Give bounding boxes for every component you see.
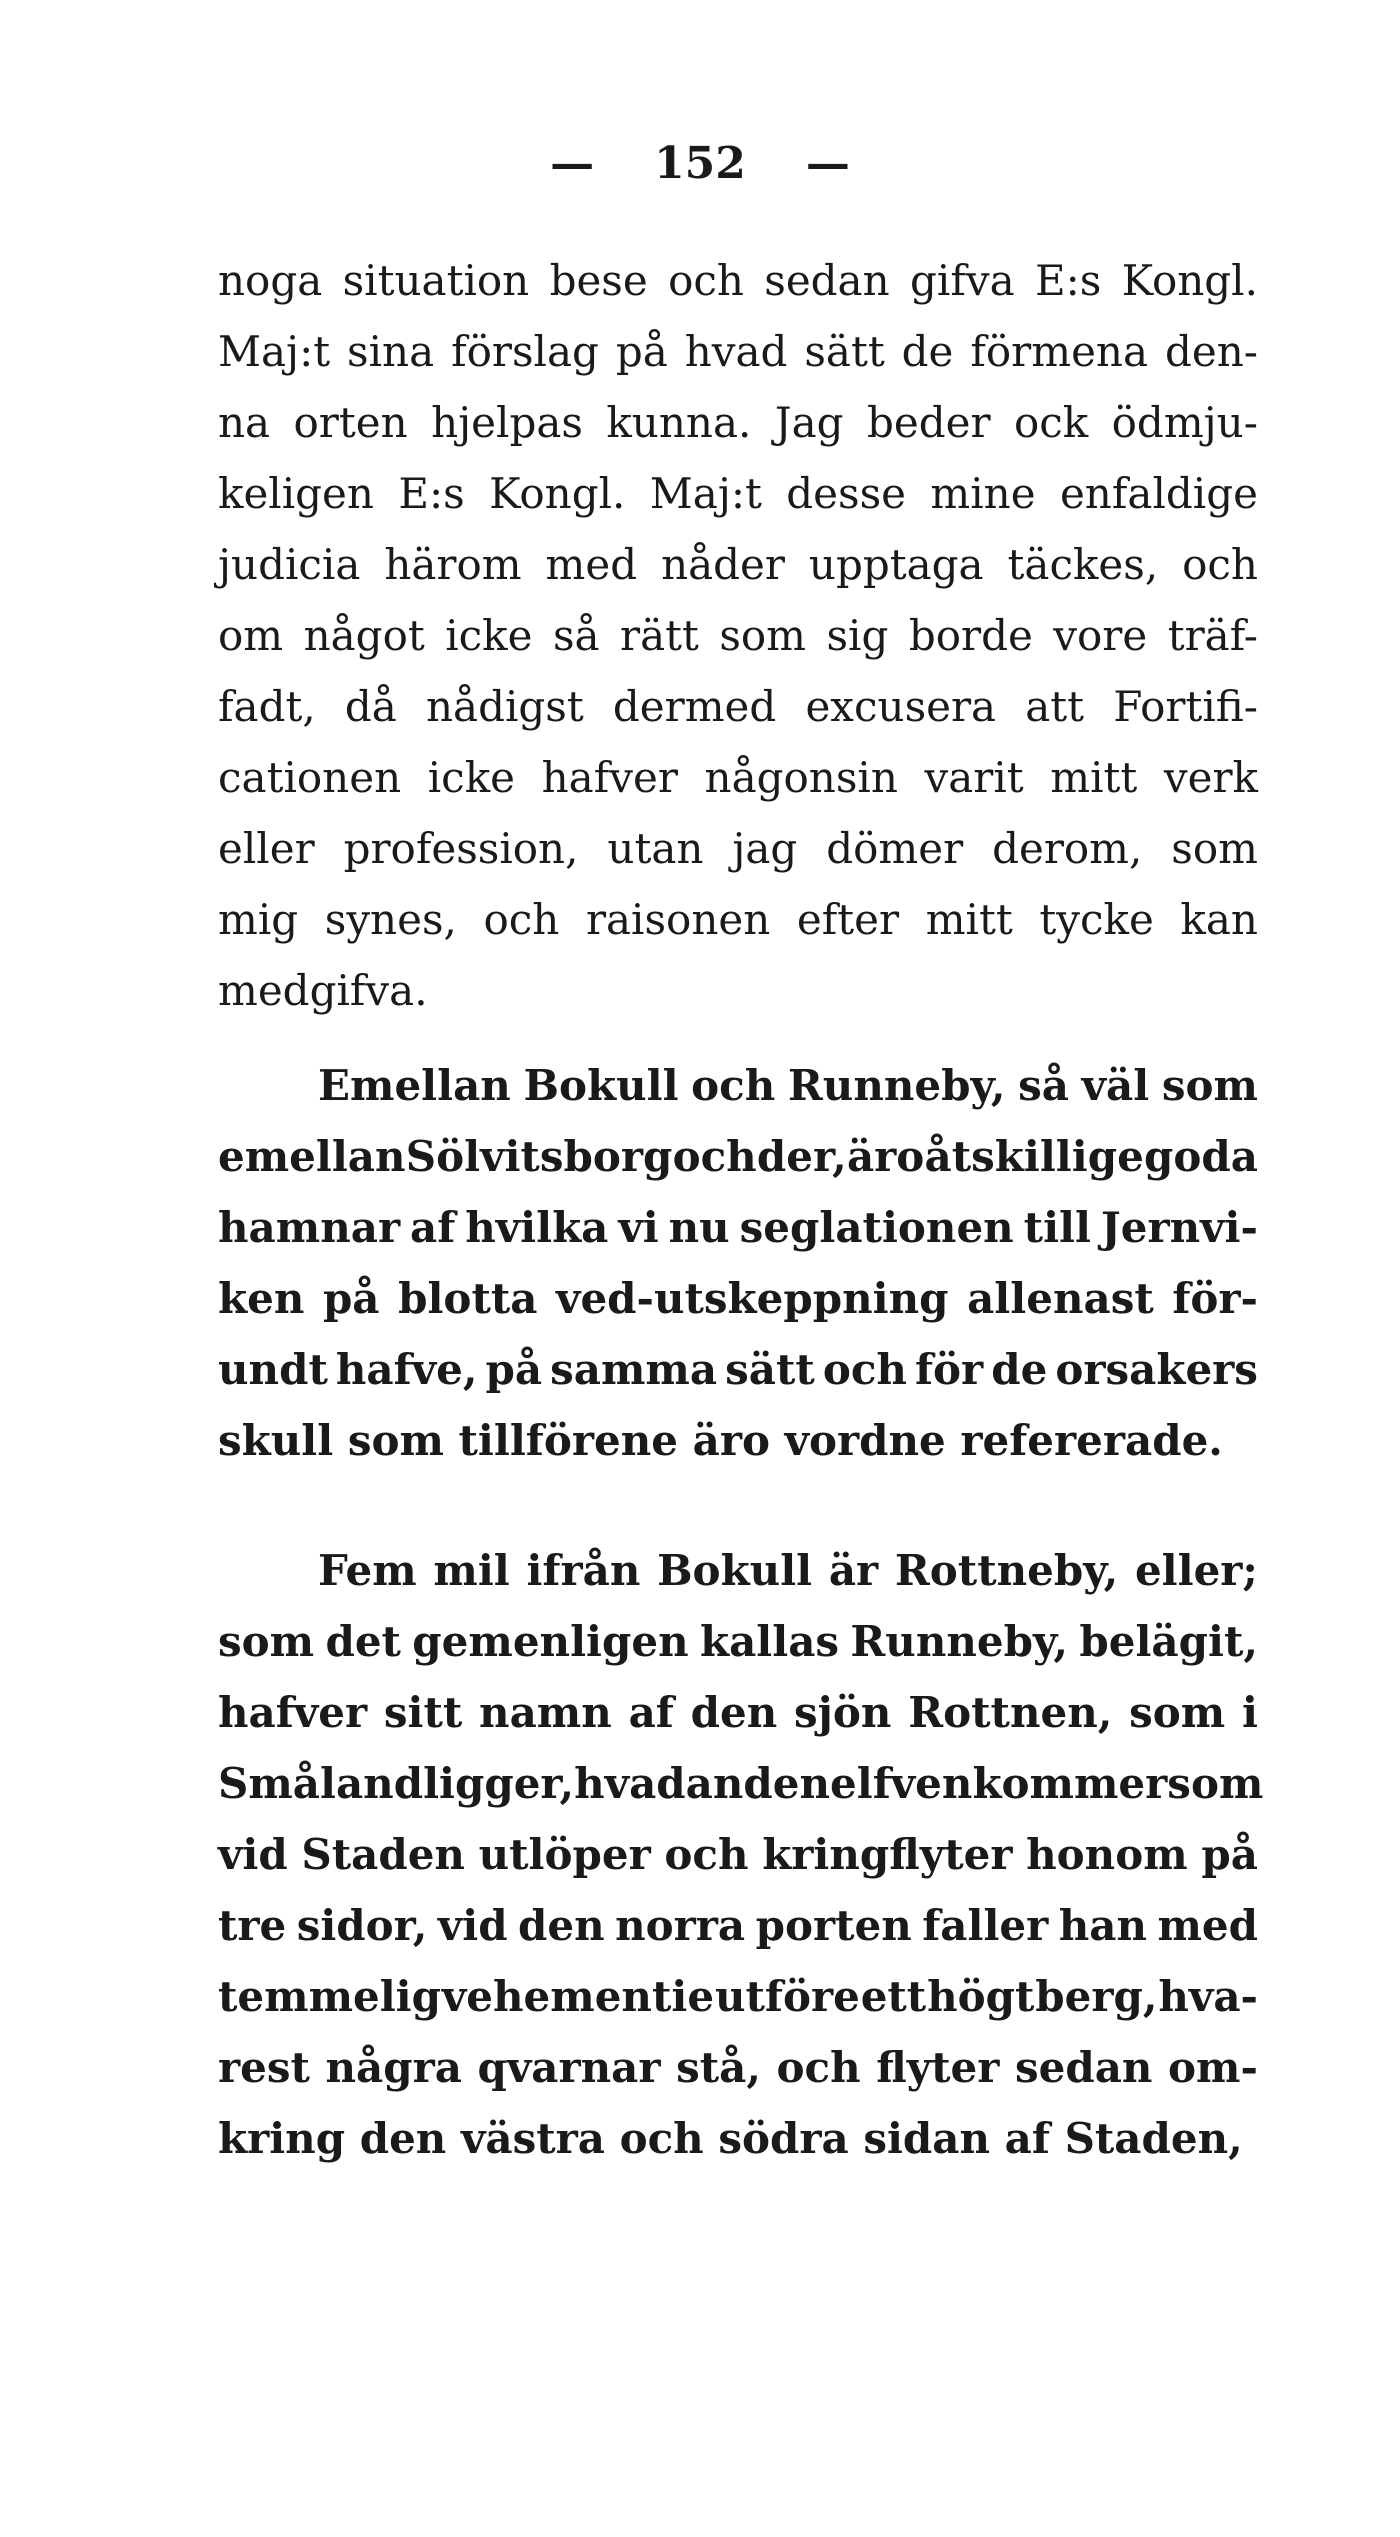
word: ödmju-	[1111, 398, 1258, 447]
word: orten	[293, 398, 408, 447]
word: qvarnar	[477, 2043, 661, 2092]
word: Rottneby,	[894, 1546, 1119, 1595]
word: Kongl.	[1121, 256, 1258, 305]
word: Kongl.	[489, 469, 626, 518]
word: kunna.	[606, 398, 752, 447]
word: beder	[866, 398, 991, 447]
word: den	[690, 1688, 778, 1737]
word: hva-	[1158, 1972, 1258, 2021]
word: eller	[218, 824, 315, 873]
word: vi	[618, 1203, 659, 1252]
word: härom	[384, 540, 522, 589]
word: nådigst	[425, 682, 584, 731]
word: på	[1201, 1830, 1258, 1879]
word: för	[914, 1345, 984, 1394]
word: goda	[1144, 1132, 1258, 1181]
word: högt	[927, 1972, 1035, 2021]
word: blotta	[398, 1274, 538, 1323]
paragraph-line	[218, 1334, 1258, 1405]
word: Maj:t	[649, 469, 762, 518]
word: och	[672, 1132, 757, 1181]
word: E:s	[1034, 256, 1102, 305]
word: na	[218, 398, 271, 447]
word: Bokull	[657, 1546, 813, 1595]
word: Maj:t	[218, 327, 331, 376]
word: vehementie	[441, 1972, 715, 2021]
word: tycke	[1039, 895, 1154, 944]
word: Runneby,	[787, 1061, 1006, 1110]
word: och	[483, 895, 560, 944]
word: om	[218, 611, 284, 660]
paragraph-line	[218, 1890, 1258, 1961]
word: hafver	[218, 1688, 368, 1737]
word: sätt	[725, 1345, 815, 1394]
word: Rottnen,	[908, 1688, 1113, 1737]
word: excusera	[805, 682, 997, 731]
word: ved-utskeppning	[556, 1274, 949, 1323]
word: synes,	[324, 895, 457, 944]
word: rest	[218, 2043, 310, 2092]
word: till	[1023, 1203, 1091, 1252]
word: icke	[445, 611, 533, 660]
paragraph-line	[218, 1748, 1264, 1819]
paragraph-line	[218, 813, 1258, 884]
header-left-dash: —	[550, 137, 595, 189]
word: de	[901, 327, 954, 376]
word: på	[615, 327, 668, 376]
word: Sölvitsborg	[405, 1132, 673, 1181]
word: ifrån	[526, 1546, 641, 1595]
word: som	[1167, 1759, 1264, 1808]
word: gifva	[910, 256, 1015, 305]
paragraph-line	[218, 387, 1258, 458]
word: de	[991, 1345, 1048, 1394]
word: som	[1171, 824, 1258, 873]
word: kringflyter	[762, 1830, 1013, 1879]
paragraph-line	[218, 458, 1258, 529]
word: med	[1157, 1901, 1258, 1950]
word: varit	[924, 753, 1024, 802]
word: upptaga	[808, 540, 984, 589]
word: hafver	[541, 753, 678, 802]
word: och	[668, 256, 744, 305]
word: sedan	[1014, 2043, 1153, 2092]
word: för-	[1172, 1274, 1258, 1323]
word: af	[410, 1203, 456, 1252]
paragraph-3	[218, 1535, 1264, 2174]
word: tre	[218, 1901, 287, 1950]
word: Emellan	[318, 1061, 511, 1110]
word: namn	[479, 1688, 612, 1737]
word: han	[1058, 1901, 1148, 1950]
word: utföre	[714, 1972, 860, 2021]
word: sig	[826, 611, 889, 660]
paragraph-line	[218, 1819, 1258, 1890]
word: belägit,	[1079, 1617, 1258, 1666]
word: berg,	[1035, 1972, 1158, 2021]
word: hjelpas	[431, 398, 583, 447]
word: elfven	[830, 1759, 973, 1808]
word: dermed	[612, 682, 777, 731]
word: sina	[347, 327, 435, 376]
page-header	[0, 118, 1400, 208]
paragraph-line	[218, 1192, 1258, 1263]
paragraph-line	[218, 1535, 1258, 1606]
word: det	[325, 1617, 401, 1666]
page-number: 152	[654, 137, 746, 189]
word: temmelig	[218, 1972, 442, 2021]
word: Fortifi-	[1113, 682, 1258, 731]
word: förslag	[451, 327, 599, 376]
word: allenast	[967, 1274, 1154, 1323]
paragraph-line	[218, 2032, 1258, 2103]
word: mitt	[1050, 753, 1138, 802]
paragraph-line	[218, 671, 1258, 742]
word: borde	[908, 611, 1033, 660]
word: med	[545, 540, 638, 589]
word: och	[691, 1061, 776, 1110]
word: norra	[615, 1901, 746, 1950]
paragraph-line	[218, 600, 1258, 671]
word: hafve,	[335, 1345, 478, 1394]
word: profession,	[343, 824, 579, 873]
word: sitt	[383, 1688, 463, 1737]
word: ett	[860, 1972, 927, 2021]
word: fadt,	[218, 682, 316, 731]
word: icke	[427, 753, 515, 802]
word: noga	[218, 256, 323, 305]
word: något	[303, 611, 425, 660]
word: hvad	[684, 327, 788, 376]
word: jag	[732, 824, 798, 873]
word: och	[664, 1830, 749, 1879]
paragraph-line	[218, 1121, 1258, 1192]
word: den	[743, 1759, 831, 1808]
word: efter	[796, 895, 900, 944]
word: judicia	[218, 540, 361, 589]
word: porten	[755, 1901, 912, 1950]
paragraph-2	[218, 1050, 1258, 1476]
word: orsakers	[1055, 1345, 1258, 1394]
word: så	[1018, 1061, 1069, 1110]
word: som	[1129, 1688, 1226, 1737]
word: vore	[1053, 611, 1148, 660]
word: bese	[549, 256, 648, 305]
word: E:s	[398, 469, 465, 518]
word: i	[1242, 1688, 1258, 1737]
paragraph-line	[218, 1677, 1258, 1748]
word: Småland	[218, 1759, 424, 1808]
word: hvilka	[465, 1203, 609, 1252]
word: som	[719, 611, 807, 660]
word: mitt	[925, 895, 1013, 944]
word: der,	[756, 1132, 847, 1181]
word: vid	[218, 1830, 288, 1879]
word: Jernvi-	[1100, 1203, 1258, 1252]
word: kommer	[972, 1759, 1168, 1808]
word: sedan	[764, 256, 890, 305]
word: då	[344, 682, 397, 731]
word: kallas	[699, 1617, 840, 1666]
word: på	[322, 1274, 380, 1323]
word: desse	[786, 469, 906, 518]
paragraph-line	[218, 245, 1258, 316]
word: gemenligen	[412, 1617, 689, 1666]
paragraph-line	[218, 1050, 1258, 1121]
paragraph-line: medgifva.	[218, 966, 428, 1015]
word: flyter	[876, 2043, 1000, 2092]
word: på	[485, 1345, 543, 1394]
word: stå,	[676, 2043, 761, 2092]
word: sidor,	[296, 1901, 428, 1950]
word: som	[1161, 1061, 1258, 1110]
word: nu	[668, 1203, 730, 1252]
word: ken	[218, 1274, 305, 1323]
word: åtskillige	[924, 1132, 1144, 1181]
word: förmena	[970, 327, 1149, 376]
word: ock	[1013, 398, 1089, 447]
word: och	[776, 2043, 861, 2092]
word: Runneby,	[850, 1617, 1069, 1666]
word: situation	[342, 256, 530, 305]
word: den-	[1164, 327, 1258, 376]
word: väl	[1081, 1061, 1150, 1110]
paragraph-line	[218, 1961, 1258, 2032]
word: raisonen	[585, 895, 771, 944]
word: faller	[922, 1901, 1049, 1950]
paragraph-1	[218, 245, 1258, 1026]
word: sjön	[794, 1688, 892, 1737]
word: emellan	[218, 1132, 406, 1181]
header-right-dash: —	[805, 137, 850, 189]
paragraph-line	[218, 316, 1258, 387]
word: hamnar	[218, 1203, 401, 1252]
word: keligen	[218, 469, 374, 518]
word: Jag	[774, 398, 844, 447]
word: ligger,	[423, 1759, 575, 1808]
word: cationen	[218, 753, 402, 802]
word: verk	[1163, 753, 1258, 802]
word: mil	[433, 1546, 510, 1595]
word: träf-	[1167, 611, 1258, 660]
word: några	[325, 2043, 462, 2092]
word: och	[1182, 540, 1258, 589]
word: samma	[550, 1345, 718, 1394]
word: täckes,	[1007, 540, 1159, 589]
paragraph-line: skull som tillförene äro vordne refererade.	[218, 1416, 1223, 1465]
word: enfaldige	[1059, 469, 1258, 518]
paragraph-line	[218, 1263, 1258, 1334]
word: sätt	[804, 327, 885, 376]
word: dömer	[826, 824, 964, 873]
word: Bokull	[523, 1061, 679, 1110]
word: Fem	[318, 1546, 417, 1595]
word: vid	[437, 1901, 508, 1950]
word: och	[822, 1345, 907, 1394]
paragraph-line	[218, 742, 1258, 813]
word: eller;	[1134, 1546, 1258, 1595]
word: Staden	[301, 1830, 465, 1879]
word: honom	[1026, 1830, 1188, 1879]
word: någonsin	[704, 753, 898, 802]
word: hvadan	[574, 1759, 744, 1808]
word: att	[1025, 682, 1085, 731]
word: nåder	[661, 540, 785, 589]
word: mig	[218, 895, 299, 944]
word: äro	[846, 1132, 925, 1181]
word: mine	[930, 469, 1036, 518]
word: derom,	[992, 824, 1143, 873]
word: utan	[607, 824, 704, 873]
paragraph-line	[218, 1606, 1258, 1677]
paragraph-line	[218, 529, 1258, 600]
word: kan	[1180, 895, 1258, 944]
word: den	[518, 1901, 605, 1950]
word: af	[628, 1688, 674, 1737]
word: seglationen	[739, 1203, 1014, 1252]
word: är	[828, 1546, 879, 1595]
word: rätt	[620, 611, 699, 660]
word: om-	[1168, 2043, 1258, 2092]
word: undt	[218, 1345, 328, 1394]
paragraph-line	[218, 884, 1258, 955]
word: så	[552, 611, 600, 660]
word: utlöper	[478, 1830, 651, 1879]
word: som	[218, 1617, 315, 1666]
paragraph-line: kring den västra och södra sidan af Staden,	[218, 2114, 1243, 2163]
